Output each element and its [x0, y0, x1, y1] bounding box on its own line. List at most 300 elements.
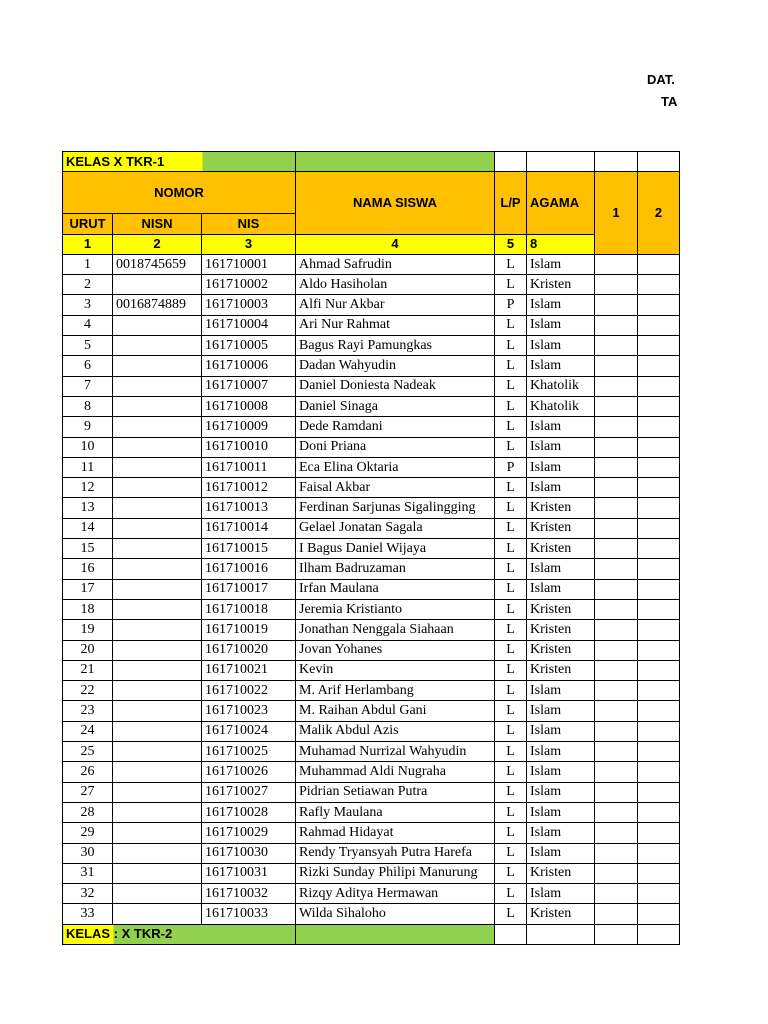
student-nisn: [113, 742, 202, 762]
empty-cell: [595, 457, 638, 477]
empty-cell: [638, 599, 680, 619]
empty-cell: [638, 924, 680, 944]
student-gender: L: [495, 315, 527, 335]
empty-cell: [595, 660, 638, 680]
table-row: [63, 599, 680, 619]
student-number: 11: [63, 457, 113, 477]
table-row: [63, 620, 680, 640]
header-nomor: NOMOR: [63, 172, 296, 214]
student-name: Malik Abdul Azis: [296, 721, 495, 741]
empty-cell: [595, 904, 638, 924]
header-nisn: NISN: [113, 214, 202, 234]
student-nis: 161710003: [202, 295, 296, 315]
empty-cell: [527, 924, 595, 944]
student-religion: Khatolik: [527, 396, 595, 416]
student-number: 26: [63, 762, 113, 782]
student-number: 5: [63, 336, 113, 356]
student-nis: 161710027: [202, 782, 296, 802]
table-row: [63, 681, 680, 701]
student-number: 3: [63, 295, 113, 315]
student-religion: Islam: [527, 721, 595, 741]
table-row: [63, 295, 680, 315]
student-number: 18: [63, 599, 113, 619]
student-nisn: [113, 823, 202, 843]
student-gender: L: [495, 640, 527, 660]
student-number: 33: [63, 904, 113, 924]
student-number: 1: [63, 254, 113, 274]
header-extra-2: 2: [638, 172, 680, 255]
table-row: [63, 457, 680, 477]
student-gender: L: [495, 376, 527, 396]
student-nisn: [113, 863, 202, 883]
table-row: [63, 518, 680, 538]
student-nis: 161710006: [202, 356, 296, 376]
column-number: 1: [63, 234, 113, 254]
table-row: [63, 884, 680, 904]
empty-cell: [638, 742, 680, 762]
student-nisn: [113, 640, 202, 660]
student-name: M. Arif Herlambang: [296, 681, 495, 701]
student-name: Ilham Badruzaman: [296, 559, 495, 579]
student-nisn: [113, 498, 202, 518]
student-religion: Islam: [527, 701, 595, 721]
empty-cell: [638, 518, 680, 538]
student-nis: 161710016: [202, 559, 296, 579]
table-row: [63, 904, 680, 924]
student-nis: 161710017: [202, 579, 296, 599]
table-row: [63, 539, 680, 559]
student-gender: L: [495, 336, 527, 356]
table-row: [63, 823, 680, 843]
student-gender: L: [495, 498, 527, 518]
student-number: 32: [63, 884, 113, 904]
student-number: 31: [63, 863, 113, 883]
document-title-line2: TA: [661, 94, 678, 109]
empty-cell: [595, 640, 638, 660]
student-nis: 161710033: [202, 904, 296, 924]
student-number: 29: [63, 823, 113, 843]
student-religion: Islam: [527, 478, 595, 498]
student-gender: L: [495, 620, 527, 640]
student-nis: 161710002: [202, 275, 296, 295]
student-religion: Kristen: [527, 660, 595, 680]
empty-cell: [595, 437, 638, 457]
student-religion: Kristen: [527, 620, 595, 640]
student-name: Pidrian Setiawan Putra: [296, 782, 495, 802]
column-number-row: [63, 234, 680, 254]
table-row: [63, 417, 680, 437]
empty-cell: [638, 802, 680, 822]
empty-cell: [638, 823, 680, 843]
empty-cell: [595, 336, 638, 356]
student-nis: 161710008: [202, 396, 296, 416]
student-religion: Islam: [527, 559, 595, 579]
empty-cell: [595, 376, 638, 396]
student-gender: L: [495, 478, 527, 498]
student-name: Rafly Maulana: [296, 802, 495, 822]
student-nis: 161710028: [202, 802, 296, 822]
empty-cell: [595, 620, 638, 640]
student-nisn: [113, 356, 202, 376]
student-number: 2: [63, 275, 113, 295]
student-religion: Islam: [527, 742, 595, 762]
student-number: 9: [63, 417, 113, 437]
table-row: [63, 275, 680, 295]
empty-cell: [595, 721, 638, 741]
class-title: KELAS X TKR-1: [63, 152, 296, 172]
empty-cell: [595, 478, 638, 498]
column-number: 3: [202, 234, 296, 254]
student-number: 28: [63, 802, 113, 822]
student-nisn: [113, 660, 202, 680]
student-gender: L: [495, 721, 527, 741]
table-row: [63, 478, 680, 498]
student-nisn: [113, 396, 202, 416]
student-religion: Islam: [527, 823, 595, 843]
student-gender: L: [495, 701, 527, 721]
student-nisn: [113, 457, 202, 477]
student-number: 23: [63, 701, 113, 721]
student-gender: L: [495, 742, 527, 762]
student-name: Jonathan Nenggala Siahaan: [296, 620, 495, 640]
table-row: [63, 336, 680, 356]
empty-cell: [638, 559, 680, 579]
student-number: 16: [63, 559, 113, 579]
student-religion: Khatolik: [527, 376, 595, 396]
student-gender: L: [495, 275, 527, 295]
empty-cell: [638, 457, 680, 477]
student-gender: L: [495, 904, 527, 924]
student-nis: 161710024: [202, 721, 296, 741]
student-number: 4: [63, 315, 113, 335]
empty-cell: [638, 356, 680, 376]
empty-cell: [638, 762, 680, 782]
student-name: Rizki Sunday Philipi Manurung: [296, 863, 495, 883]
table-row: [63, 721, 680, 741]
student-gender: P: [495, 295, 527, 315]
student-religion: Kristen: [527, 518, 595, 538]
student-name: Faisal Akbar: [296, 478, 495, 498]
class-title-row: [63, 152, 680, 172]
student-number: 7: [63, 376, 113, 396]
student-name: I Bagus Daniel Wijaya: [296, 539, 495, 559]
column-number: 5: [495, 234, 527, 254]
student-name: Muhamad Nurrizal Wahyudin: [296, 742, 495, 762]
empty-cell: [638, 620, 680, 640]
student-religion: Islam: [527, 843, 595, 863]
student-gender: L: [495, 843, 527, 863]
table-row: [63, 660, 680, 680]
student-nisn: [113, 275, 202, 295]
student-nis: 161710032: [202, 884, 296, 904]
student-nisn: [113, 904, 202, 924]
column-number: 2: [113, 234, 202, 254]
student-name: Wilda Sihaloho: [296, 904, 495, 924]
student-nisn: [113, 681, 202, 701]
table-row: [63, 498, 680, 518]
student-gender: L: [495, 660, 527, 680]
empty-cell: [638, 904, 680, 924]
student-gender: L: [495, 681, 527, 701]
empty-cell: [638, 376, 680, 396]
student-name: Dede Ramdani: [296, 417, 495, 437]
empty-cell: [595, 295, 638, 315]
student-number: 15: [63, 539, 113, 559]
student-name: Kevin: [296, 660, 495, 680]
student-nis: 161710001: [202, 254, 296, 274]
student-gender: L: [495, 356, 527, 376]
empty-cell: [595, 417, 638, 437]
empty-cell: [495, 924, 527, 944]
empty-cell: [638, 275, 680, 295]
table-row: [63, 356, 680, 376]
student-religion: Islam: [527, 579, 595, 599]
empty-cell: [595, 498, 638, 518]
student-gender: L: [495, 417, 527, 437]
column-number: 8: [527, 234, 595, 254]
student-number: 13: [63, 498, 113, 518]
student-gender: L: [495, 823, 527, 843]
student-nis: 161710004: [202, 315, 296, 335]
student-name: Doni Priana: [296, 437, 495, 457]
empty-cell: [638, 884, 680, 904]
student-nisn: [113, 539, 202, 559]
student-nis: 161710013: [202, 498, 296, 518]
student-religion: Islam: [527, 315, 595, 335]
student-gender: L: [495, 579, 527, 599]
header-nama-siswa: NAMA SISWA: [296, 172, 495, 234]
student-number: 14: [63, 518, 113, 538]
next-class-title: KELAS : X TKR-2: [63, 924, 296, 944]
student-nis: 161710025: [202, 742, 296, 762]
student-name: Daniel Doniesta Nadeak: [296, 376, 495, 396]
student-nis: 161710026: [202, 762, 296, 782]
table-row: [63, 701, 680, 721]
student-nisn: 0018745659: [113, 254, 202, 274]
student-nis: 161710007: [202, 376, 296, 396]
student-number: 24: [63, 721, 113, 741]
empty-cell: [595, 539, 638, 559]
student-religion: Islam: [527, 782, 595, 802]
next-class-title-fill: [296, 924, 495, 944]
student-number: 17: [63, 579, 113, 599]
student-gender: L: [495, 559, 527, 579]
empty-cell: [595, 315, 638, 335]
student-name: Jovan Yohanes: [296, 640, 495, 660]
class-title-fill: [296, 152, 495, 172]
student-name: Alfi Nur Akbar: [296, 295, 495, 315]
student-religion: Islam: [527, 295, 595, 315]
student-nis: 161710030: [202, 843, 296, 863]
table-row: [63, 863, 680, 883]
empty-cell: [638, 336, 680, 356]
student-nisn: [113, 376, 202, 396]
student-name: Rendy Tryansyah Putra Harefa: [296, 843, 495, 863]
student-number: 19: [63, 620, 113, 640]
student-gender: L: [495, 863, 527, 883]
student-gender: L: [495, 802, 527, 822]
table-row: [63, 396, 680, 416]
student-nis: 161710012: [202, 478, 296, 498]
student-gender: L: [495, 762, 527, 782]
student-religion: Islam: [527, 336, 595, 356]
student-nisn: [113, 782, 202, 802]
student-gender: L: [495, 396, 527, 416]
student-nis: 161710005: [202, 336, 296, 356]
document-title-line1: DAT.: [647, 72, 675, 87]
empty-cell: [595, 843, 638, 863]
student-nisn: [113, 721, 202, 741]
empty-cell: [595, 863, 638, 883]
student-nis: 161710022: [202, 681, 296, 701]
student-name: Irfan Maulana: [296, 579, 495, 599]
empty-cell: [595, 924, 638, 944]
empty-cell: [638, 579, 680, 599]
student-religion: Islam: [527, 884, 595, 904]
empty-cell: [595, 782, 638, 802]
student-nisn: [113, 336, 202, 356]
student-nis: 161710015: [202, 539, 296, 559]
student-name: Gelael Jonatan Sagala: [296, 518, 495, 538]
empty-cell: [595, 802, 638, 822]
table-row: [63, 640, 680, 660]
student-religion: Islam: [527, 762, 595, 782]
student-religion: Kristen: [527, 539, 595, 559]
student-name: Dadan Wahyudin: [296, 356, 495, 376]
table-row: [63, 254, 680, 274]
header-row-nomor: [63, 172, 680, 214]
student-religion: Islam: [527, 437, 595, 457]
student-nis: 161710011: [202, 457, 296, 477]
student-religion: Kristen: [527, 863, 595, 883]
empty-cell: [595, 559, 638, 579]
table-row: [63, 742, 680, 762]
student-nisn: [113, 701, 202, 721]
table-row: [63, 559, 680, 579]
header-lp: L/P: [495, 172, 527, 234]
student-nisn: [113, 437, 202, 457]
empty-cell: [595, 356, 638, 376]
header-extra-1: 1: [595, 172, 638, 255]
student-name: Eca Elina Oktaria: [296, 457, 495, 477]
student-religion: Kristen: [527, 599, 595, 619]
student-nisn: [113, 478, 202, 498]
student-nis: 161710009: [202, 417, 296, 437]
student-name: Ahmad Safrudin: [296, 254, 495, 274]
student-nisn: [113, 518, 202, 538]
student-gender: L: [495, 782, 527, 802]
student-name: Bagus Rayi Pamungkas: [296, 336, 495, 356]
header-nis: NIS: [202, 214, 296, 234]
empty-cell: [638, 437, 680, 457]
table-row: [63, 843, 680, 863]
empty-cell: [638, 721, 680, 741]
student-gender: L: [495, 437, 527, 457]
student-nisn: 0016874889: [113, 295, 202, 315]
student-table: [62, 151, 680, 945]
empty-cell: [638, 498, 680, 518]
student-nis: 161710020: [202, 640, 296, 660]
student-religion: Islam: [527, 802, 595, 822]
empty-cell: [595, 762, 638, 782]
student-nisn: [113, 559, 202, 579]
student-religion: Kristen: [527, 275, 595, 295]
student-name: Ferdinan Sarjunas Sigalingging: [296, 498, 495, 518]
student-number: 21: [63, 660, 113, 680]
student-nisn: [113, 762, 202, 782]
empty-cell: [638, 701, 680, 721]
student-gender: L: [495, 884, 527, 904]
student-nisn: [113, 802, 202, 822]
empty-cell: [638, 396, 680, 416]
empty-cell: [595, 681, 638, 701]
student-name: Rahmad Hidayat: [296, 823, 495, 843]
empty-cell: [595, 742, 638, 762]
student-name: Rizqy Aditya Hermawan: [296, 884, 495, 904]
student-gender: P: [495, 457, 527, 477]
student-religion: Kristen: [527, 640, 595, 660]
student-nis: 161710023: [202, 701, 296, 721]
table-row: [63, 376, 680, 396]
student-nis: 161710010: [202, 437, 296, 457]
empty-cell: [638, 478, 680, 498]
student-number: 20: [63, 640, 113, 660]
student-religion: Islam: [527, 356, 595, 376]
header-agama: AGAMA: [527, 172, 595, 234]
table-row: [63, 437, 680, 457]
student-nis: 161710031: [202, 863, 296, 883]
student-religion: Islam: [527, 254, 595, 274]
student-gender: L: [495, 518, 527, 538]
student-name: Jeremia Kristianto: [296, 599, 495, 619]
empty-cell: [638, 295, 680, 315]
student-number: 25: [63, 742, 113, 762]
student-number: 27: [63, 782, 113, 802]
student-name: M. Raihan Abdul Gani: [296, 701, 495, 721]
empty-cell: [638, 660, 680, 680]
empty-cell: [595, 701, 638, 721]
empty-cell: [595, 396, 638, 416]
table-row: [63, 802, 680, 822]
student-number: 6: [63, 356, 113, 376]
empty-cell: [595, 599, 638, 619]
student-religion: Islam: [527, 417, 595, 437]
empty-cell: [638, 782, 680, 802]
student-nis: 161710014: [202, 518, 296, 538]
column-number: 4: [296, 234, 495, 254]
student-nis: 161710018: [202, 599, 296, 619]
student-number: 8: [63, 396, 113, 416]
empty-cell: [595, 254, 638, 274]
empty-cell: [638, 640, 680, 660]
empty-cell: [595, 884, 638, 904]
student-gender: L: [495, 254, 527, 274]
student-religion: Islam: [527, 457, 595, 477]
student-number: 22: [63, 681, 113, 701]
student-nisn: [113, 315, 202, 335]
student-nisn: [113, 843, 202, 863]
student-number: 30: [63, 843, 113, 863]
empty-cell: [638, 254, 680, 274]
empty-cell: [595, 275, 638, 295]
student-name: Muhammad Aldi Nugraha: [296, 762, 495, 782]
student-name: Daniel Sinaga: [296, 396, 495, 416]
table-row: [63, 782, 680, 802]
empty-cell: [638, 843, 680, 863]
next-class-title-row: [63, 924, 680, 944]
student-nisn: [113, 417, 202, 437]
table-row: [63, 762, 680, 782]
